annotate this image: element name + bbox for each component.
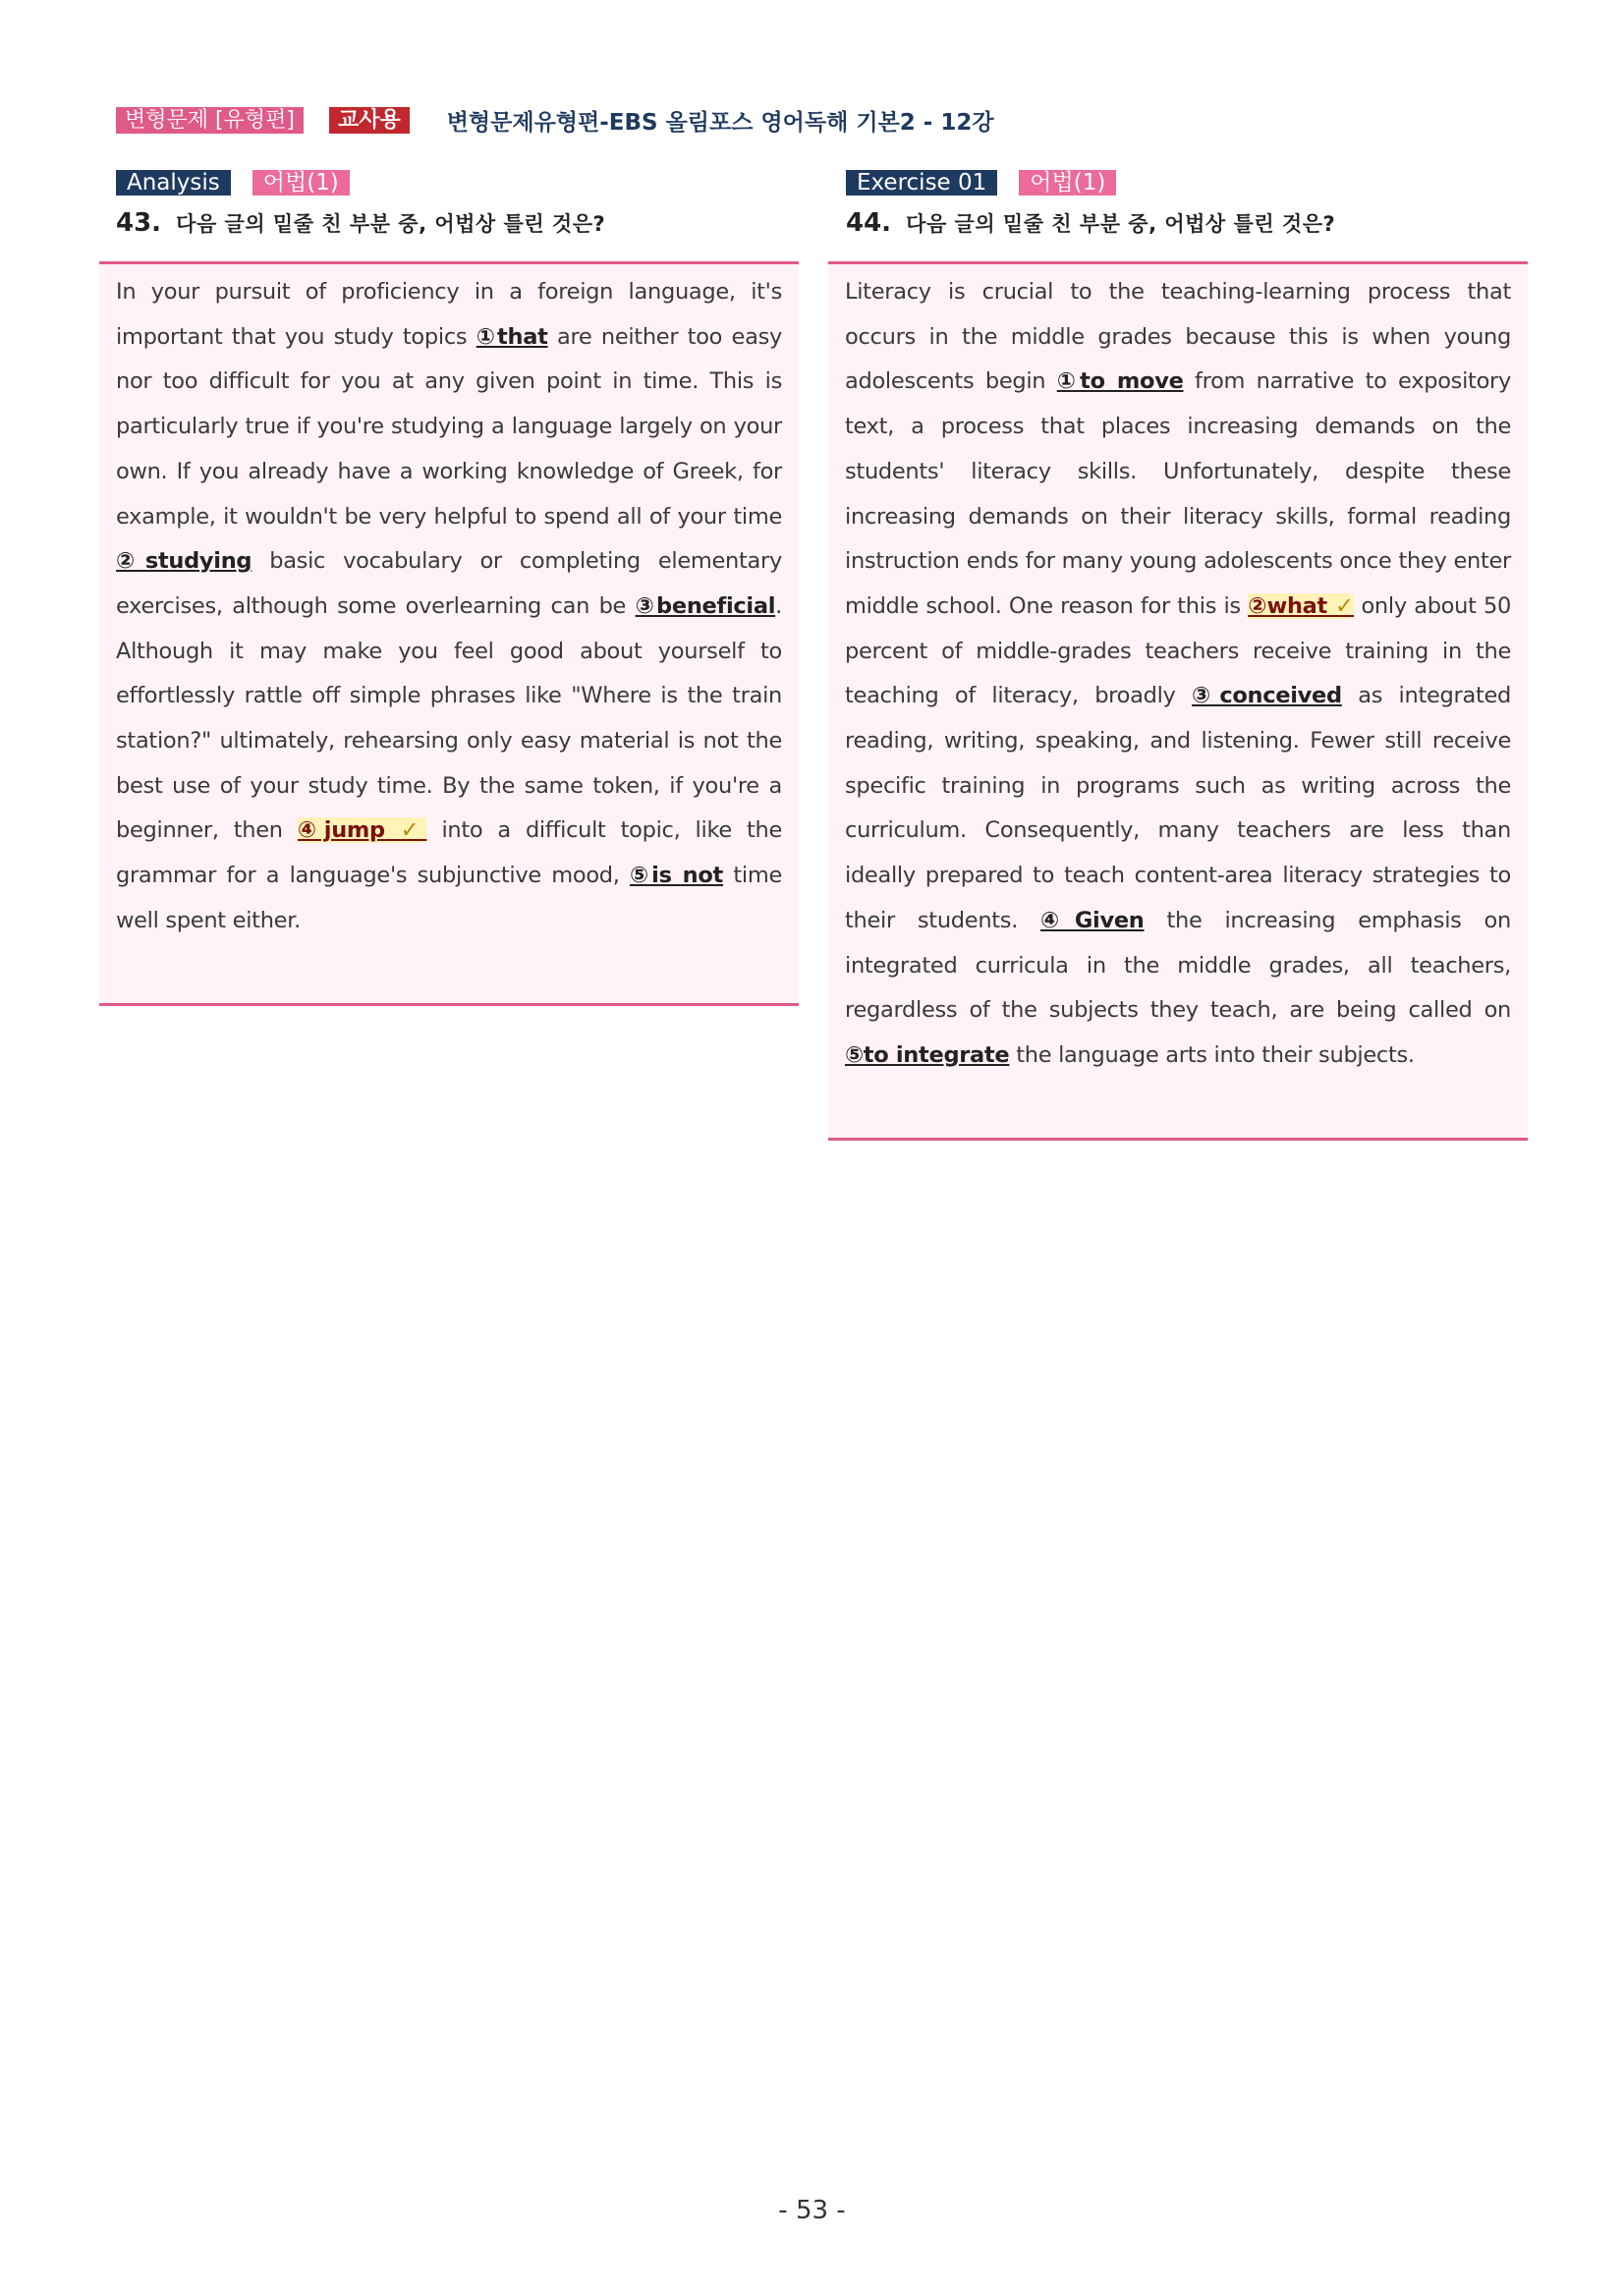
- answer-choice-2: ②what ✓: [1248, 592, 1355, 619]
- exercise-tag: Exercise 01: [846, 170, 997, 196]
- grammar-tag: 어법(1): [252, 170, 350, 196]
- underlined-choice-2: ②studying: [116, 548, 252, 575]
- question-text: 다음 글의 밑줄 친 부분 중, 어법상 틀린 것은?: [176, 212, 606, 236]
- analysis-tag: Analysis: [116, 170, 231, 196]
- page-title: 변형문제유형편-EBS 올림포스 영어독해 기본2 - 12강: [446, 109, 994, 136]
- page-header: [116, 106, 994, 134]
- question-44-prompt: [846, 208, 1335, 238]
- passage-box: [828, 261, 1528, 1141]
- passage-box: [99, 261, 799, 1006]
- category-tag: 변형문제 [유형편]: [116, 107, 304, 134]
- question-text: 다음 글의 밑줄 친 부분 중, 어법상 틀린 것은?: [906, 212, 1336, 236]
- answer-choice-4: ④jump ✓: [297, 817, 427, 844]
- question-number: 44.: [846, 208, 892, 238]
- underlined-choice-5: ⑤is not: [629, 863, 724, 889]
- underlined-choice-1: ①that: [476, 323, 548, 350]
- check-mark-icon: ✓: [1335, 592, 1355, 619]
- passage-text: Literacy is crucial to the teaching-learning process that occurs in the middle grades because this is when young adolescents begin ①to move from narrative to expository text, a process that places increasing demands on the students' literacy skills. Unfortunately, despite these increasing demands on their literacy skills, formal reading instruction ends for many young adolescents once they enter middle school. One reason for this is ②what ✓ only about 50 percent of middle-grades teachers receive training in the teaching of literacy, broadly ③conceived as integrated reading, writing, speaking, and listening. Fewer still receive specific training in programs such as writing across the curriculum. Consequently, many teachers are less than ideally prepared to teach content-area literacy strategies to their students. ④Given the increasing emphasis on integrated curricula in the middle grades, all teachers, regardless of the subjects they teach, are being called on ⑤to integrate the language arts into their subjects.: [845, 279, 1512, 1068]
- underlined-choice-3: ③conceived: [1191, 683, 1342, 709]
- underlined-choice-1: ①to move: [1056, 368, 1184, 395]
- teacher-tag: 교사용: [329, 107, 410, 134]
- page-number: - 53 -: [778, 2196, 846, 2225]
- grammar-tag: 어법(1): [1019, 170, 1116, 196]
- underlined-choice-4: ④Given: [1040, 907, 1145, 933]
- question-43-prompt: [116, 208, 605, 238]
- underlined-choice-3: ③beneficial: [635, 592, 776, 619]
- question-number: 43.: [116, 208, 162, 238]
- underlined-choice-5: ⑤to integrate: [845, 1041, 1010, 1068]
- check-mark-icon: ✓: [400, 817, 427, 844]
- passage-text: In your pursuit of proficiency in a foreign language, it's important that you study topics ①that are neither too easy nor too difficult for you at any given point in time. This is particularly true if you're studying a language largely on your own. If you already have a working knowledge of Greek, for example, it wouldn't be very helpful to spend all of your time ②studying basic vocabulary or completing elementary exercises, although some overlearning can be ③beneficial. Although it may make you feel good about yourself to effortlessly rattle off simple phrases like "Where is the train station?" ultimately, rehearsing only easy material is not the best use of your study time. By the same token, if you're a beginner, then ④jump ✓ into a difficult topic, like the grammar for a language's subjunctive mood, ⑤is not time well spent either.: [116, 279, 783, 933]
